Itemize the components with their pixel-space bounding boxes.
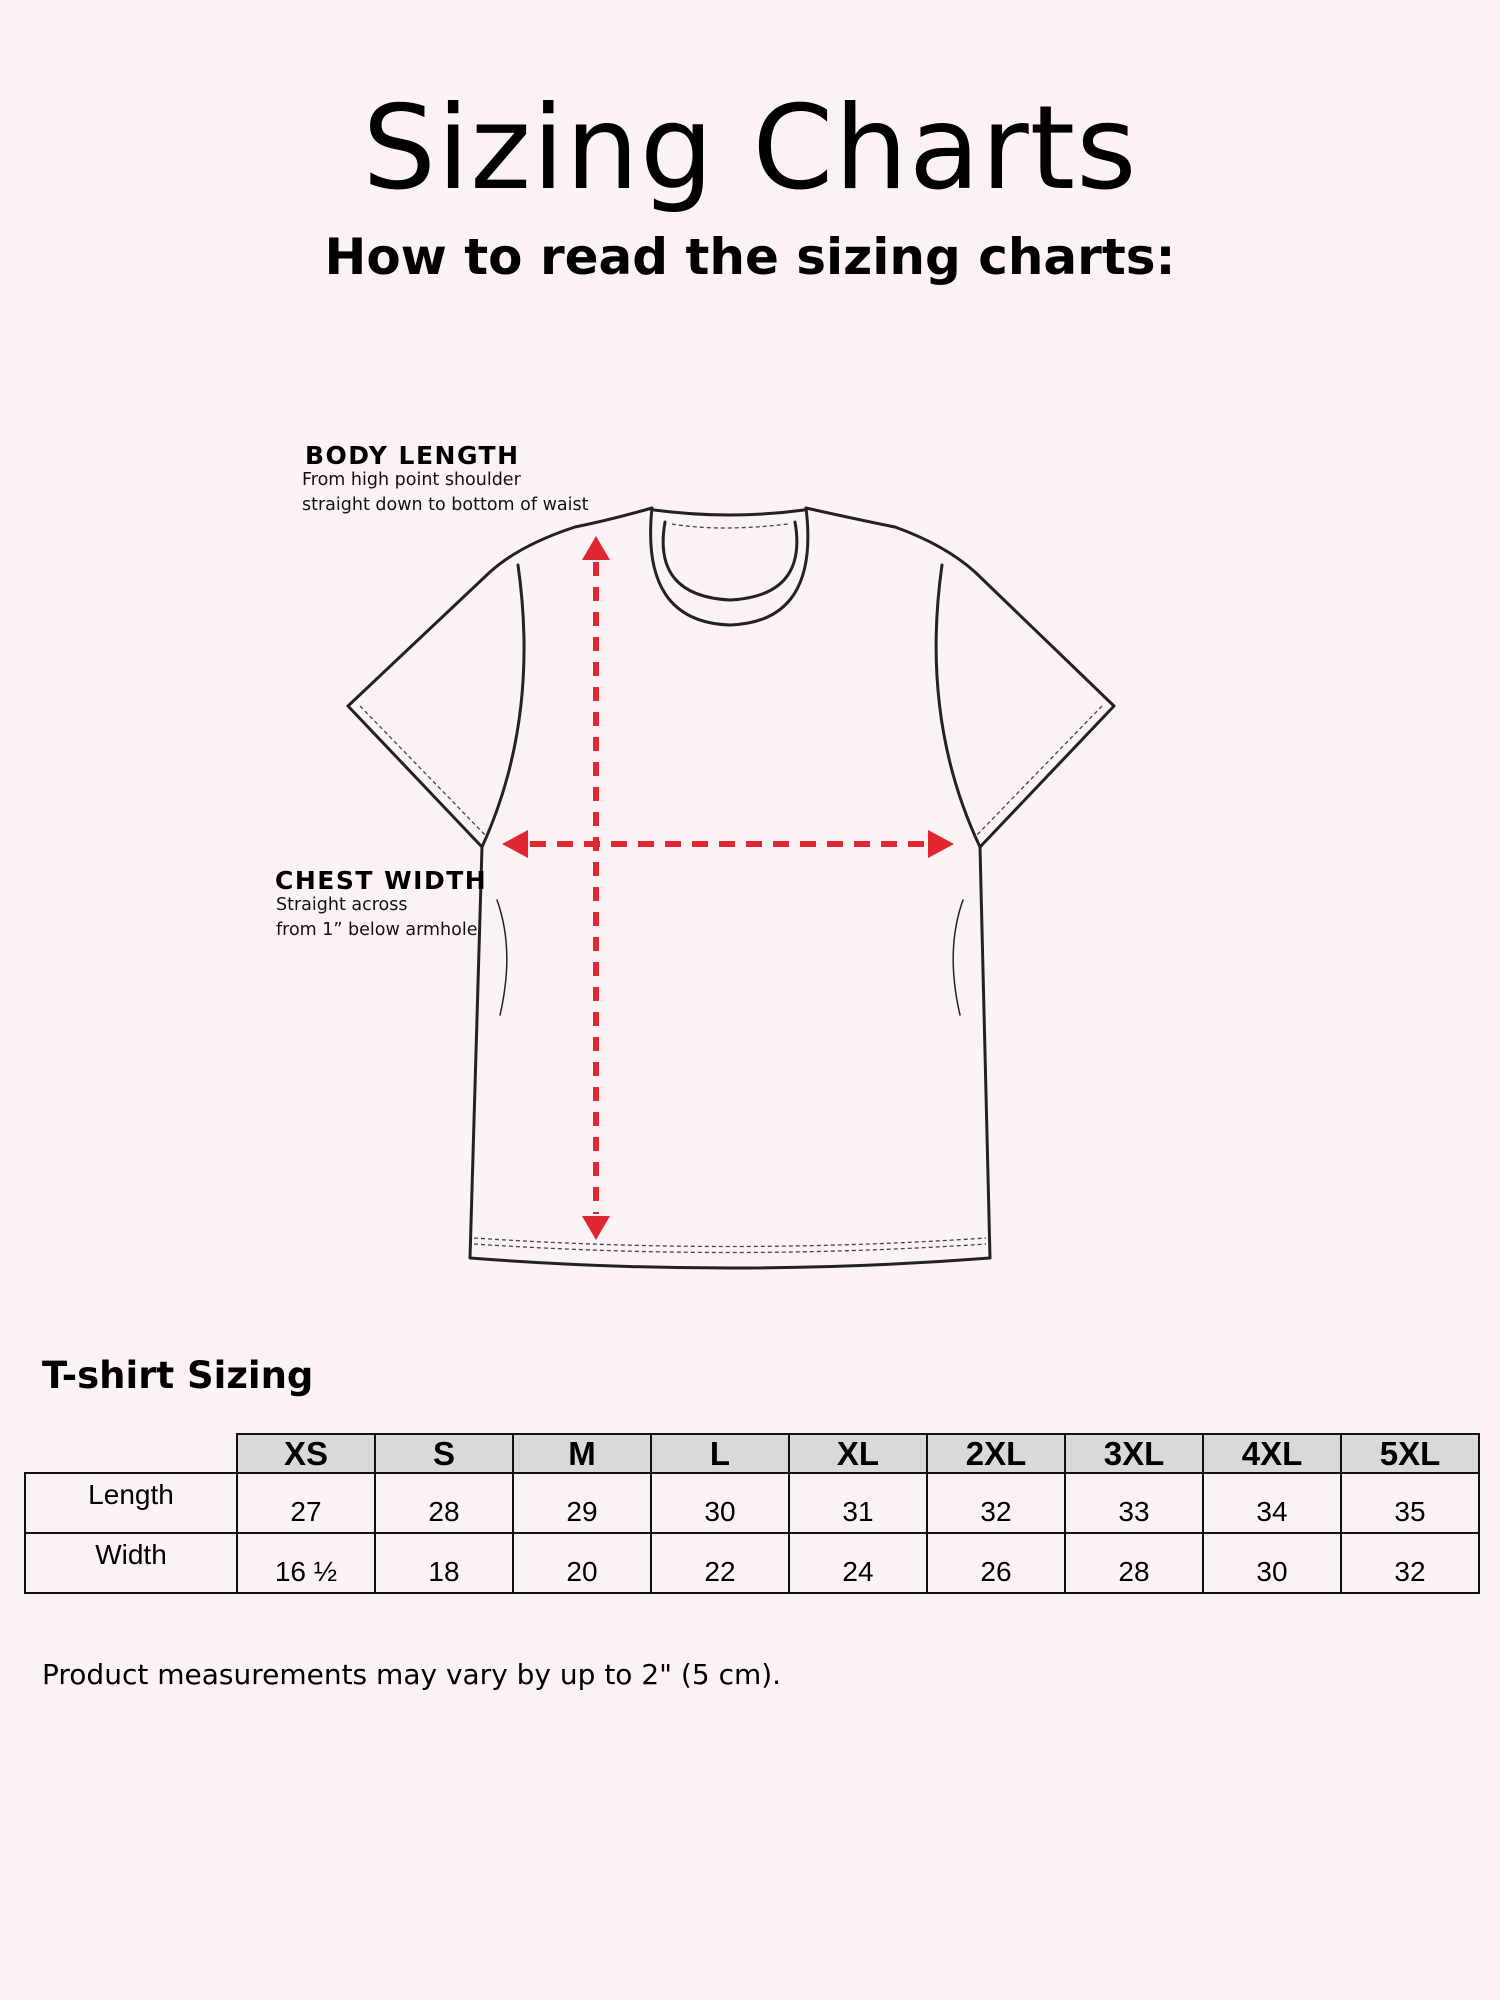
size-s: S	[375, 1434, 513, 1473]
table-cell: 16 ½	[237, 1533, 375, 1593]
table-row-width	[25, 1533, 1479, 1593]
size-2xl: 2XL	[927, 1434, 1065, 1473]
table-cell: 30	[1203, 1533, 1341, 1593]
table-cell: 22	[651, 1533, 789, 1593]
table-row-length	[25, 1473, 1479, 1533]
table-cell: 30	[651, 1473, 789, 1533]
size-5xl: 5XL	[1341, 1434, 1479, 1473]
chest-width-line-2: from 1” below armhole	[276, 920, 478, 940]
chest-width-description	[276, 893, 616, 943]
table-cell: 35	[1341, 1473, 1479, 1533]
table-cell: 29	[513, 1473, 651, 1533]
table-cell: 18	[375, 1533, 513, 1593]
table-cell: 28	[375, 1473, 513, 1533]
row-label-width: Width	[25, 1533, 237, 1593]
body-length-line-2: straight down to bottom of waist	[302, 495, 589, 515]
row-label-length: Length	[25, 1473, 237, 1533]
table-corner	[25, 1434, 237, 1473]
table-cell: 27	[237, 1473, 375, 1533]
size-xl: XL	[789, 1434, 927, 1473]
table-cell: 34	[1203, 1473, 1341, 1533]
body-length-description	[302, 468, 642, 518]
body-length-heading: BODY LENGTH	[305, 441, 520, 470]
sizing-table	[24, 1433, 1480, 1594]
chest-width-heading: CHEST WIDTH	[275, 866, 488, 895]
page-subtitle: How to read the sizing charts:	[324, 228, 1176, 286]
size-3xl: 3XL	[1065, 1434, 1203, 1473]
size-header-row	[25, 1434, 1479, 1473]
table-cell: 26	[927, 1533, 1065, 1593]
table-cell: 31	[789, 1473, 927, 1533]
body-length-line-1: From high point shoulder	[302, 470, 521, 490]
size-l: L	[651, 1434, 789, 1473]
size-m: M	[513, 1434, 651, 1473]
table-cell: 32	[927, 1473, 1065, 1533]
sizing-section-title: T-shirt Sizing	[42, 1354, 314, 1397]
table-cell: 32	[1341, 1533, 1479, 1593]
table-cell: 28	[1065, 1533, 1203, 1593]
table-cell: 24	[789, 1533, 927, 1593]
size-xs: XS	[237, 1434, 375, 1473]
measurement-footnote: Product measurements may vary by up to 2" (5 cm).	[42, 1658, 782, 1691]
chest-width-line-1: Straight across	[276, 895, 408, 915]
table-cell: 20	[513, 1533, 651, 1593]
size-4xl: 4XL	[1203, 1434, 1341, 1473]
table-cell: 33	[1065, 1473, 1203, 1533]
page-title: Sizing Charts	[362, 81, 1138, 216]
